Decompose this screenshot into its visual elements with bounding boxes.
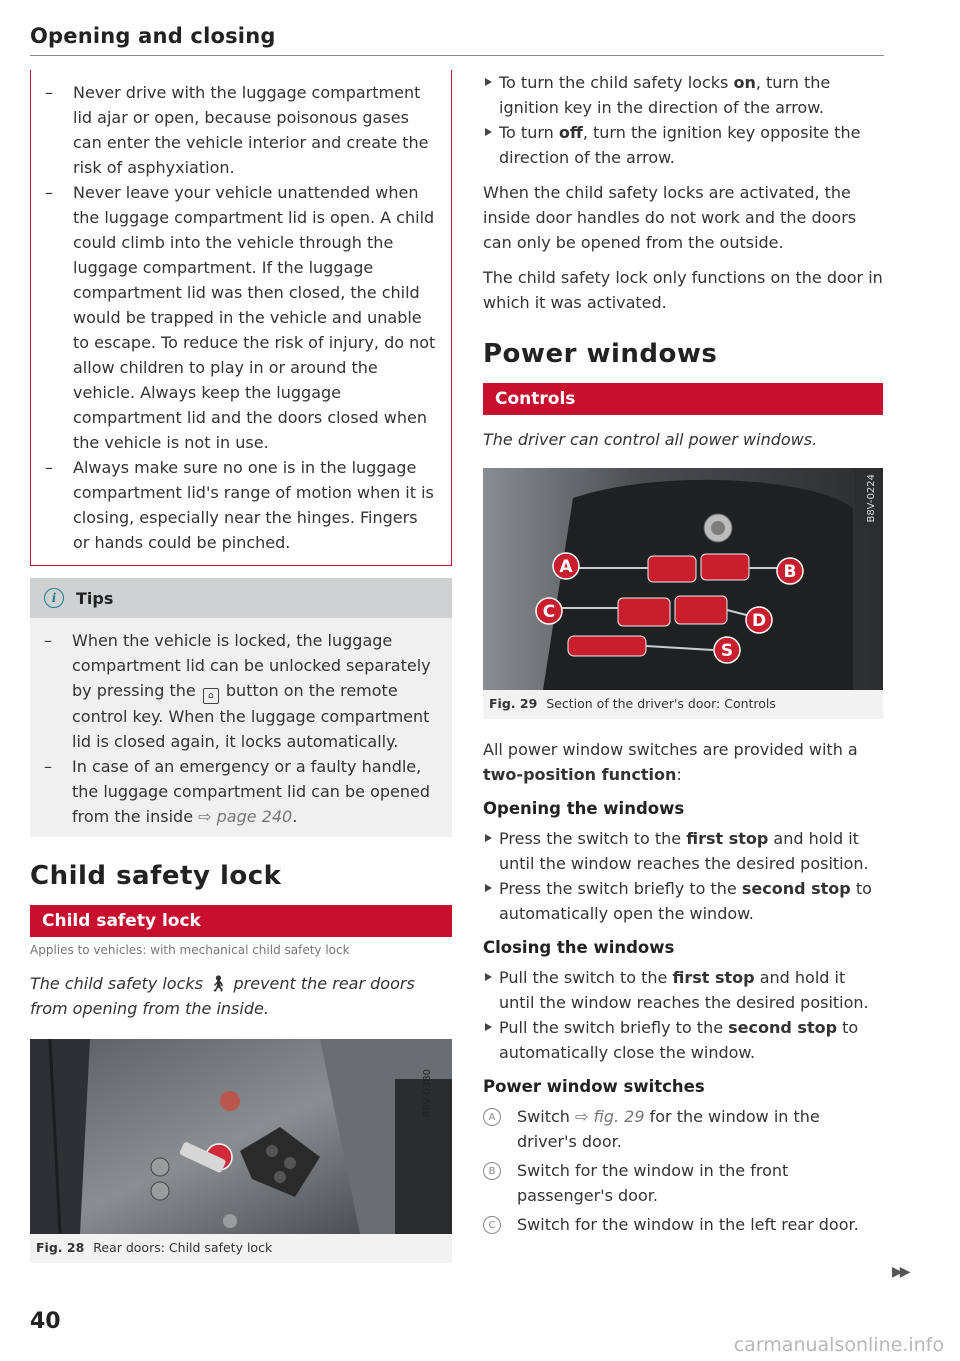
legend-text: Switch: [517, 1107, 570, 1126]
page-number: 40: [30, 1309, 61, 1334]
legend-text: Switch for the window in the front passenger's door.: [517, 1161, 789, 1205]
watermark: carmanualsonline.info: [733, 1334, 944, 1356]
legend-marker: C: [483, 1216, 501, 1234]
warning-item: – Never leave your vehicle unattended when the luggage compartment lid is open. A child could climb into the vehicle through the luggage compartment. If the luggage compartment lid was then closed, the child would be trapped in the vehicle and unable to escape. To reduce the risk of injury, do not allow children to play in or around the vehicle. Always keep the luggage compartment lid and the doors closed when the vehicle is not in use.: [45, 180, 437, 455]
tip-text: button on the remote control key. When the luggage compartment lid is closed again, it locks automatically.: [72, 681, 430, 751]
tips-title: Tips: [76, 588, 114, 608]
tips-box: [30, 578, 452, 837]
child-lock-lead: [30, 971, 452, 1021]
intro-text: All power window switches are provided with a: [483, 740, 858, 759]
marker-s: S: [720, 641, 734, 661]
tips-header: [30, 578, 452, 618]
step-text: and hold it until the window reaches the desired position.: [499, 829, 869, 873]
page-header-title: Opening and closing: [30, 24, 276, 48]
closing-steps: [483, 965, 883, 1065]
legend-marker: B: [483, 1162, 501, 1180]
figure-caption: [30, 1234, 452, 1263]
step-text: Press the switch to the: [499, 829, 682, 848]
paragraph: When the child safety locks are activated, the inside door handles do not work and the doors can only be opened from the outside.: [483, 183, 857, 252]
step-text: to automatically close the window.: [499, 1018, 859, 1062]
figure-caption-text: Rear doors: Child safety lock: [93, 1240, 273, 1255]
legend-item: [483, 1104, 883, 1154]
marker-c: C: [542, 602, 556, 622]
switches-heading: Power window switches: [483, 1077, 705, 1096]
page-reference-link[interactable]: ⇨ page 240: [198, 807, 293, 826]
tip-text: When the vehicle is locked, the luggage compartment lid can be unlocked separately by pressing the: [72, 631, 431, 700]
legend-text: for the window in the driver's door.: [517, 1107, 820, 1151]
step-emphasis: off: [558, 123, 583, 142]
closing-heading: Closing the windows: [483, 938, 675, 957]
step-item: [483, 965, 883, 1015]
left-column: [30, 70, 452, 1263]
switch-legend: [483, 1104, 883, 1237]
intro-text: :: [676, 765, 682, 784]
child-lock-icon: 🚶︎: [208, 974, 229, 993]
step-item: [483, 70, 883, 120]
warning-item: – Always make sure no one is in the luggage compartment lid's range of motion when it is closing, especially near the hinges. Fingers or hands could be pinched.: [45, 455, 437, 555]
step-emphasis: on: [733, 73, 756, 92]
warning-item: – Never drive with the luggage compartment lid ajar or open, because poisonous gases can enter the vehicle interior and create the risk of asphyxiation.: [45, 80, 437, 180]
tip-text: In case of an emergency or a faulty handle, the luggage compartment lid can be opened from the inside: [72, 757, 431, 826]
step-emphasis: second stop: [728, 1018, 838, 1037]
child-lock-steps: [483, 70, 883, 170]
trunk-key-icon: ⌂: [203, 688, 219, 704]
legend-marker: A: [483, 1108, 501, 1126]
step-emphasis: first stop: [686, 829, 769, 848]
legend-text: Switch for the window in the left rear door.: [517, 1215, 859, 1234]
step-emphasis: first stop: [672, 968, 755, 987]
child-lock-bar: Child safety lock: [30, 905, 452, 937]
marker-d: D: [751, 611, 767, 631]
header-rule: [30, 55, 884, 56]
figure-caption: [483, 690, 883, 719]
figure-code: B8V-0380: [422, 1069, 433, 1118]
power-windows-heading: Power windows: [483, 339, 718, 369]
info-icon: i: [44, 588, 64, 608]
step-item: [483, 826, 883, 876]
figure-caption-text: Section of the driver's door: Controls: [546, 696, 776, 711]
right-column: [483, 70, 883, 1237]
step-text: Press the switch briefly to the: [499, 879, 737, 898]
paragraph: The child safety lock only functions on the door in which it was activated.: [483, 268, 883, 312]
figure-code: B8V-0224: [866, 474, 877, 523]
step-text: Pull the switch to the: [499, 968, 668, 987]
step-text: , turn the ignition key in the direction of the arrow.: [499, 73, 831, 117]
figure-28: [30, 1039, 452, 1263]
step-text: to automatically open the window.: [499, 879, 872, 923]
step-text: To turn the child safety locks: [499, 73, 729, 92]
power-lead: The driver can control all power windows.: [483, 430, 818, 449]
figure-label: Fig. 29: [489, 696, 538, 711]
tip-text: .: [292, 807, 298, 826]
figure-label: Fig. 28: [36, 1240, 85, 1255]
power-intro: [483, 737, 883, 787]
step-item: [483, 876, 883, 926]
step-item: [483, 1015, 883, 1065]
warning-list: [45, 80, 437, 555]
tip-item: [44, 754, 438, 829]
opening-heading: Opening the windows: [483, 799, 685, 818]
step-emphasis: second stop: [741, 879, 851, 898]
applies-to: Applies to vehicles: with mechanical child safety lock: [30, 943, 350, 957]
intro-emphasis: two-position function: [483, 765, 677, 784]
door-controls-photo: [483, 468, 883, 690]
step-text: Pull the switch briefly to the: [499, 1018, 724, 1037]
warning-box: [30, 70, 452, 566]
step-item: [483, 120, 883, 170]
opening-steps: [483, 826, 883, 926]
marker-b: B: [783, 562, 797, 582]
step-text: , turn the ignition key opposite the direction of the arrow.: [499, 123, 861, 167]
controls-bar: Controls: [483, 383, 883, 415]
tip-item: [44, 628, 438, 754]
tips-list: [44, 628, 438, 829]
figure-reference-link[interactable]: ⇨ fig. 29: [575, 1107, 645, 1126]
legend-item: [483, 1158, 883, 1208]
lead-text: The child safety locks: [30, 974, 203, 993]
continue-arrow-icon: ▶▶: [892, 1264, 908, 1280]
step-text: and hold it until the window reaches the desired position.: [499, 968, 869, 1012]
lead-text: prevent the rear doors from opening from the inside.: [30, 974, 415, 1018]
step-text: To turn: [499, 123, 554, 142]
marker-a: A: [559, 557, 573, 577]
legend-item: [483, 1212, 883, 1237]
child-lock-photo: [30, 1039, 452, 1234]
figure-29: [483, 468, 883, 719]
child-lock-heading: Child safety lock: [30, 861, 282, 891]
